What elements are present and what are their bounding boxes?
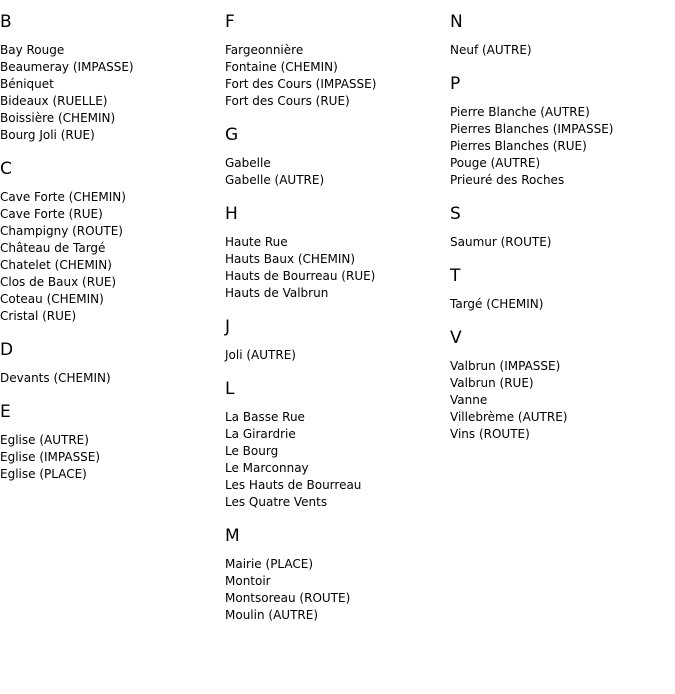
letter-heading: S [450,204,461,224]
street-list [450,104,675,189]
street-link-fort-des-cours-impasse[interactable]: Fort des Cours (IMPASSE) [225,77,377,91]
street-link-pouge-autre[interactable]: Pouge (AUTRE) [450,156,541,170]
street-link-neuf-autre[interactable]: Neuf (AUTRE) [450,43,532,57]
street-link-hauts-de-bourreau-rue[interactable]: Hauts de Bourreau (RUE) [225,269,376,283]
street-link-la-basse-rue[interactable]: La Basse Rue [225,410,305,424]
street-link-coteau-chemin[interactable]: Coteau (CHEMIN) [0,292,104,306]
street-list [225,347,450,364]
letter-section-n [450,12,675,59]
street-link-cristal-rue[interactable]: Cristal (RUE) [0,309,77,323]
street-link-pierres-blanches-rue[interactable]: Pierres Blanches (RUE) [450,139,587,153]
street-link-prieure-des-roches[interactable]: Prieuré des Roches [450,173,565,187]
street-list [225,409,450,511]
street-link-beaumeray-impasse[interactable]: Beaumeray (IMPASSE) [0,60,134,74]
street-link-le-bourg[interactable]: Le Bourg [225,444,279,458]
letter-heading: C [0,159,12,179]
letter-heading: N [450,12,463,32]
street-link-la-girardrie[interactable]: La Girardrie [225,427,296,441]
street-link-les-hauts-de-bourreau[interactable]: Les Hauts de Bourreau [225,478,362,492]
index-column [225,0,450,624]
street-link-valbrun-impasse[interactable]: Valbrun (IMPASSE) [450,359,561,373]
letter-section-h [225,204,450,302]
letter-section-d [0,340,225,387]
street-link-bideaux-ruelle[interactable]: Bideaux (RUELLE) [0,94,108,108]
street-link-pierre-blanche-autre[interactable]: Pierre Blanche (AUTRE) [450,105,590,119]
index-column [0,0,225,483]
street-link-gabelle[interactable]: Gabelle [225,156,271,170]
street-link-montoir[interactable]: Montoir [225,574,271,588]
street-link-pierres-blanches-impasse[interactable]: Pierres Blanches (IMPASSE) [450,122,614,136]
street-link-cave-forte-rue[interactable]: Cave Forte (RUE) [0,207,103,221]
street-link-beniquet[interactable]: Béniquet [0,77,54,91]
letter-section-j [225,317,450,364]
street-link-vins-route[interactable]: Vins (ROUTE) [450,427,530,441]
street-link-villebreme-autre[interactable]: Villebrème (AUTRE) [450,410,568,424]
letter-heading: M [225,526,240,546]
letter-section-m [225,526,450,624]
street-list [225,556,450,624]
street-link-targe-chemin[interactable]: Targé (CHEMIN) [450,297,544,311]
letter-section-c [0,159,225,325]
street-link-montsoreau-route[interactable]: Montsoreau (ROUTE) [225,591,351,605]
index-column [450,0,675,443]
letter-heading: V [450,328,462,348]
street-link-eglise-impasse[interactable]: Eglise (IMPASSE) [0,450,101,464]
street-link-les-quatre-vents[interactable]: Les Quatre Vents [225,495,328,509]
street-link-fontaine-chemin[interactable]: Fontaine (CHEMIN) [225,60,338,74]
letter-section-f [225,12,450,110]
street-list [450,296,675,313]
street-link-vanne[interactable]: Vanne [450,393,488,407]
street-link-moulin-autre[interactable]: Moulin (AUTRE) [225,608,318,622]
street-link-bourg-joli-rue[interactable]: Bourg Joli (RUE) [0,128,95,142]
street-link-bay-rouge[interactable]: Bay Rouge [0,43,65,57]
street-link-fort-des-cours-rue[interactable]: Fort des Cours (RUE) [225,94,350,108]
street-list [0,42,225,144]
letter-section-g [225,125,450,189]
street-link-joli-autre[interactable]: Joli (AUTRE) [225,348,296,362]
letter-heading: D [0,340,14,360]
street-link-mairie-place[interactable]: Mairie (PLACE) [225,557,314,571]
street-link-hauts-baux-chemin[interactable]: Hauts Baux (CHEMIN) [225,252,356,266]
letter-section-b [0,12,225,144]
street-list [225,234,450,302]
street-link-valbrun-rue[interactable]: Valbrun (RUE) [450,376,534,390]
letter-heading: H [225,204,238,224]
street-link-boissiere-chemin[interactable]: Boissière (CHEMIN) [0,111,116,125]
street-list [450,234,675,251]
street-list [225,42,450,110]
street-link-chateau-de-targe[interactable]: Château de Targé [0,241,106,255]
letter-section-l [225,379,450,511]
letter-heading: L [225,379,235,399]
street-list [450,42,675,59]
street-link-eglise-autre[interactable]: Eglise (AUTRE) [0,433,89,447]
street-list [0,370,225,387]
letter-heading: J [225,317,231,337]
letter-section-v [450,328,675,443]
street-link-champigny-route[interactable]: Champigny (ROUTE) [0,224,123,238]
street-link-haute-rue[interactable]: Haute Rue [225,235,288,249]
letter-heading: G [225,125,239,145]
street-list [0,189,225,325]
letter-section-s [450,204,675,251]
street-link-clos-de-baux-rue[interactable]: Clos de Baux (RUE) [0,275,117,289]
letter-section-t [450,266,675,313]
letter-heading: B [0,12,12,32]
street-list [450,358,675,443]
letter-heading: E [0,402,11,422]
letter-heading: P [450,74,461,94]
street-list [0,432,225,483]
street-link-chatelet-chemin[interactable]: Chatelet (CHEMIN) [0,258,112,272]
street-list [225,155,450,189]
street-link-hauts-de-valbrun[interactable]: Hauts de Valbrun [225,286,329,300]
street-link-gabelle-autre[interactable]: Gabelle (AUTRE) [225,173,325,187]
letter-heading: F [225,12,235,32]
street-link-fargeonniere[interactable]: Fargeonnière [225,43,304,57]
street-link-eglise-place[interactable]: Eglise (PLACE) [0,467,87,481]
street-link-le-marconnay[interactable]: Le Marconnay [225,461,309,475]
letter-heading: T [450,266,461,286]
street-link-devants-chemin[interactable]: Devants (CHEMIN) [0,371,111,385]
street-link-cave-forte-chemin[interactable]: Cave Forte (CHEMIN) [0,190,126,204]
letter-section-p [450,74,675,189]
street-link-saumur-route[interactable]: Saumur (ROUTE) [450,235,552,249]
letter-section-e [0,402,225,483]
